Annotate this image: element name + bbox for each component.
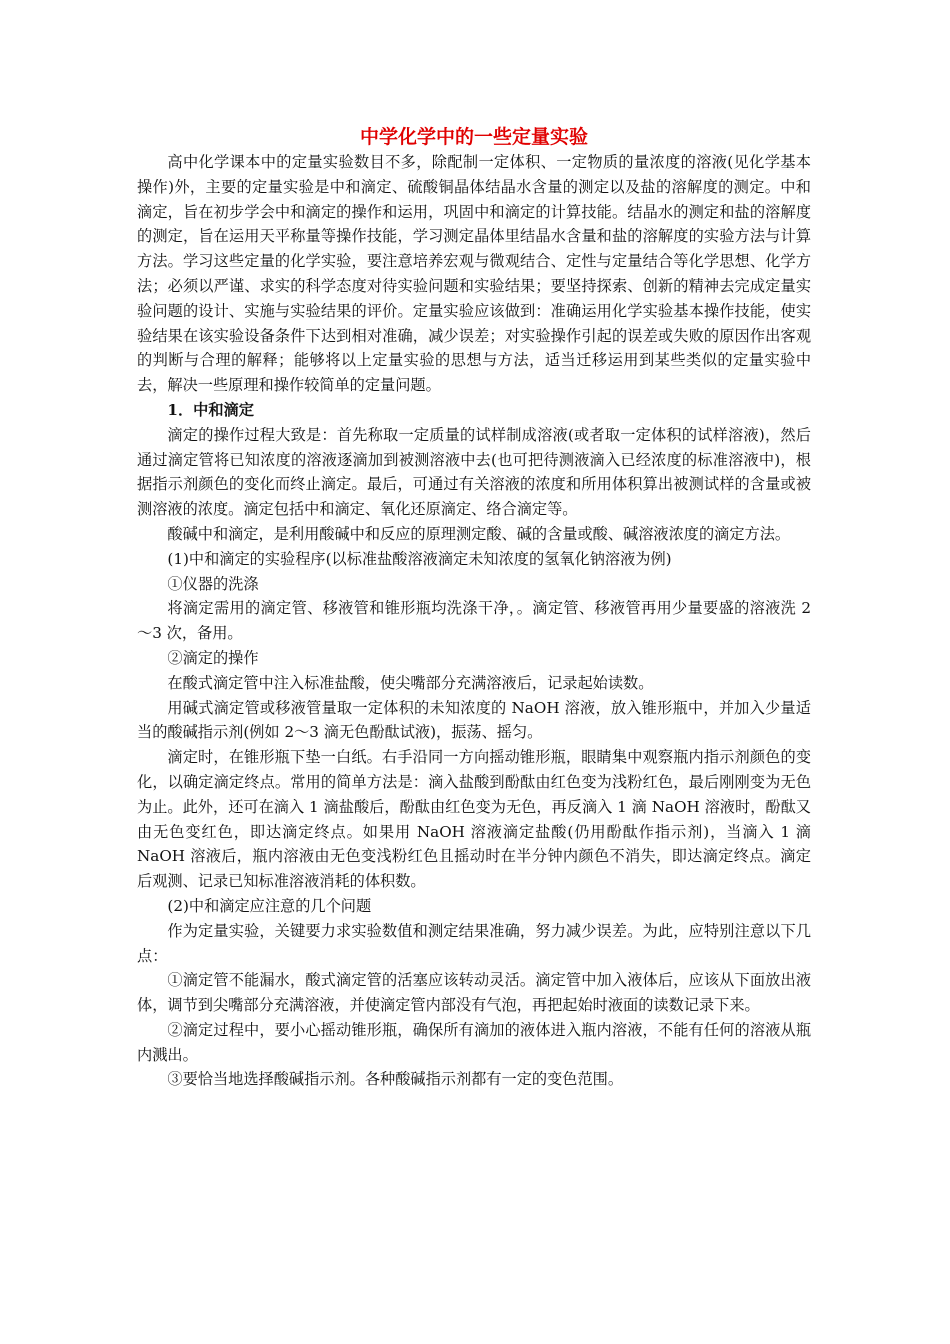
section-heading-titration: 1．中和滴定 [167, 400, 254, 419]
step-operation-paragraph-1: 在酸式滴定管中注入标准盐酸，使尖嘴部分充满溶液后，记录起始读数。 [167, 673, 654, 692]
subsection-procedure-heading: (1)中和滴定的实验程序(以标准盐酸溶液滴定未知浓度的氢氧化钠溶液为例) [167, 549, 672, 568]
notes-intro-paragraph: 作为定量实验，关键要力求实验数值和测定结果准确，努力减少误差。为此，应特别注意以下几点： [137, 921, 811, 965]
note-item-2: ②滴定过程中，要小心摇动锥形瓶，确保所有滴加的液体进入瓶内溶液，不能有任何的溶液从瓶内溅出。 [137, 1020, 811, 1064]
note-item-1: ①滴定管不能漏水，酸式滴定管的活塞应该转动灵活。滴定管中加入液体后，应该从下面放出液体，调节到尖嘴部分充满溶液，并使滴定管内部没有气泡，再把起始时液面的读数记录下来。 [137, 971, 811, 1015]
step-washing-body: 将滴定需用的滴定管、移液管和锥形瓶均洗涤干净，。滴定管、移液管再用少量要盛的溶液洗 2～3 次，备用。 [137, 599, 811, 643]
document-title: 中学化学中的一些定量实验 [359, 126, 588, 148]
intro-paragraph: 高中化学课本中的定量实验数目不多，除配制一定体积、一定物质的量浓度的溶液(见化学基本操作)外，主要的定量实验是中和滴定、硫酸铜晶体结晶水含量的测定以及盐的溶解度的测定。中和滴定，旨在初步学会中和滴定的操作和运用，巩固中和滴定的计算技能。结晶水的测定和盐的溶解度的测定，旨在运用天平称量等操作技能，学习测定晶体里结晶水含量和盐的溶解度的实验方法与计算方法。学习这些定量的化学实验，要注意培养宏观与微观结合、定性与定量结合等化学思想、化学方法；必须以严谨、求实的科学态度对待实验问题和实验结果；要坚持探索、创新的精神去完成定量实验问题的设计、实施与实验结果的评价。定量实验应该做到：准确运用化学实验基本操作技能，使实验结果在该实验设备条件下达到相对准确，减少误差；对实验操作引起的误差或失败的原因作出客观的判断与合理的解释；能够将以上定量实验的思想与方法，适当迁移运用到某些类似的定量实验中去，解决一些原理和操作较简单的定量问题。 [137, 153, 811, 395]
step-washing-title: ①仪器的洗涤 [167, 574, 259, 593]
step-operation-paragraph-2: 用碱式滴定管或移液管量取一定体积的未知浓度的 NaOH 溶液，放入锥形瓶中，并加入少量适当的酸碱指示剂(例如 2～3 滴无色酚酞试液)，振荡、摇匀。 [137, 698, 811, 742]
step-operation-title: ②滴定的操作 [167, 648, 259, 667]
titration-process-paragraph: 滴定的操作过程大致是：首先称取一定质量的试样制成溶液(或者取一定体积的试样溶液)，然后通过滴定管将已知浓度的溶液逐滴加到被测溶液中去(也可把待测液滴入已经浓度的标准溶液中)，根据指示剂颜色的变化而终止滴定。最后，可通过有关溶液的浓度和所用体积算出被测试样的含量或被测溶液的浓度。滴定包括中和滴定、氧化还原滴定、络合滴定等。 [137, 425, 811, 519]
subsection-notes-heading: (2)中和滴定应注意的几个问题 [167, 896, 372, 915]
note-item-3: ③要恰当地选择酸碱指示剂。各种酸碱指示剂都有一定的变色范围。 [167, 1070, 624, 1089]
document-page [137, 124, 811, 1092]
step-operation-paragraph-3: 滴定时，在锥形瓶下垫一白纸。右手沿同一方向摇动锥形瓶，眼睛集中观察瓶内指示剂颜色的变化，以确定滴定终点。常用的简单方法是：滴入盐酸到酚酞由红色变为浅粉红色，最后刚刚变为无色为止。此外，还可在滴入 1 滴盐酸后，酚酞由红色变为无色，再反滴入 1 滴 NaOH 溶液时，酚酞又由无色变红色，即达滴定终点。如果用 NaOH 溶液滴定盐酸(仍用酚酞作指示剂)，当滴入 1 滴 NaOH 溶液后，瓶内溶液由无色变浅粉红色且摇动时在半分钟内颜色不消失，即达滴定终点。滴定后观测、记录已知标准溶液消耗的体积数。 [137, 748, 811, 891]
acid-base-definition-paragraph: 酸碱中和滴定，是利用酸碱中和反应的原理测定酸、碱的含量或酸、碱溶液浓度的滴定方法。 [167, 524, 791, 543]
